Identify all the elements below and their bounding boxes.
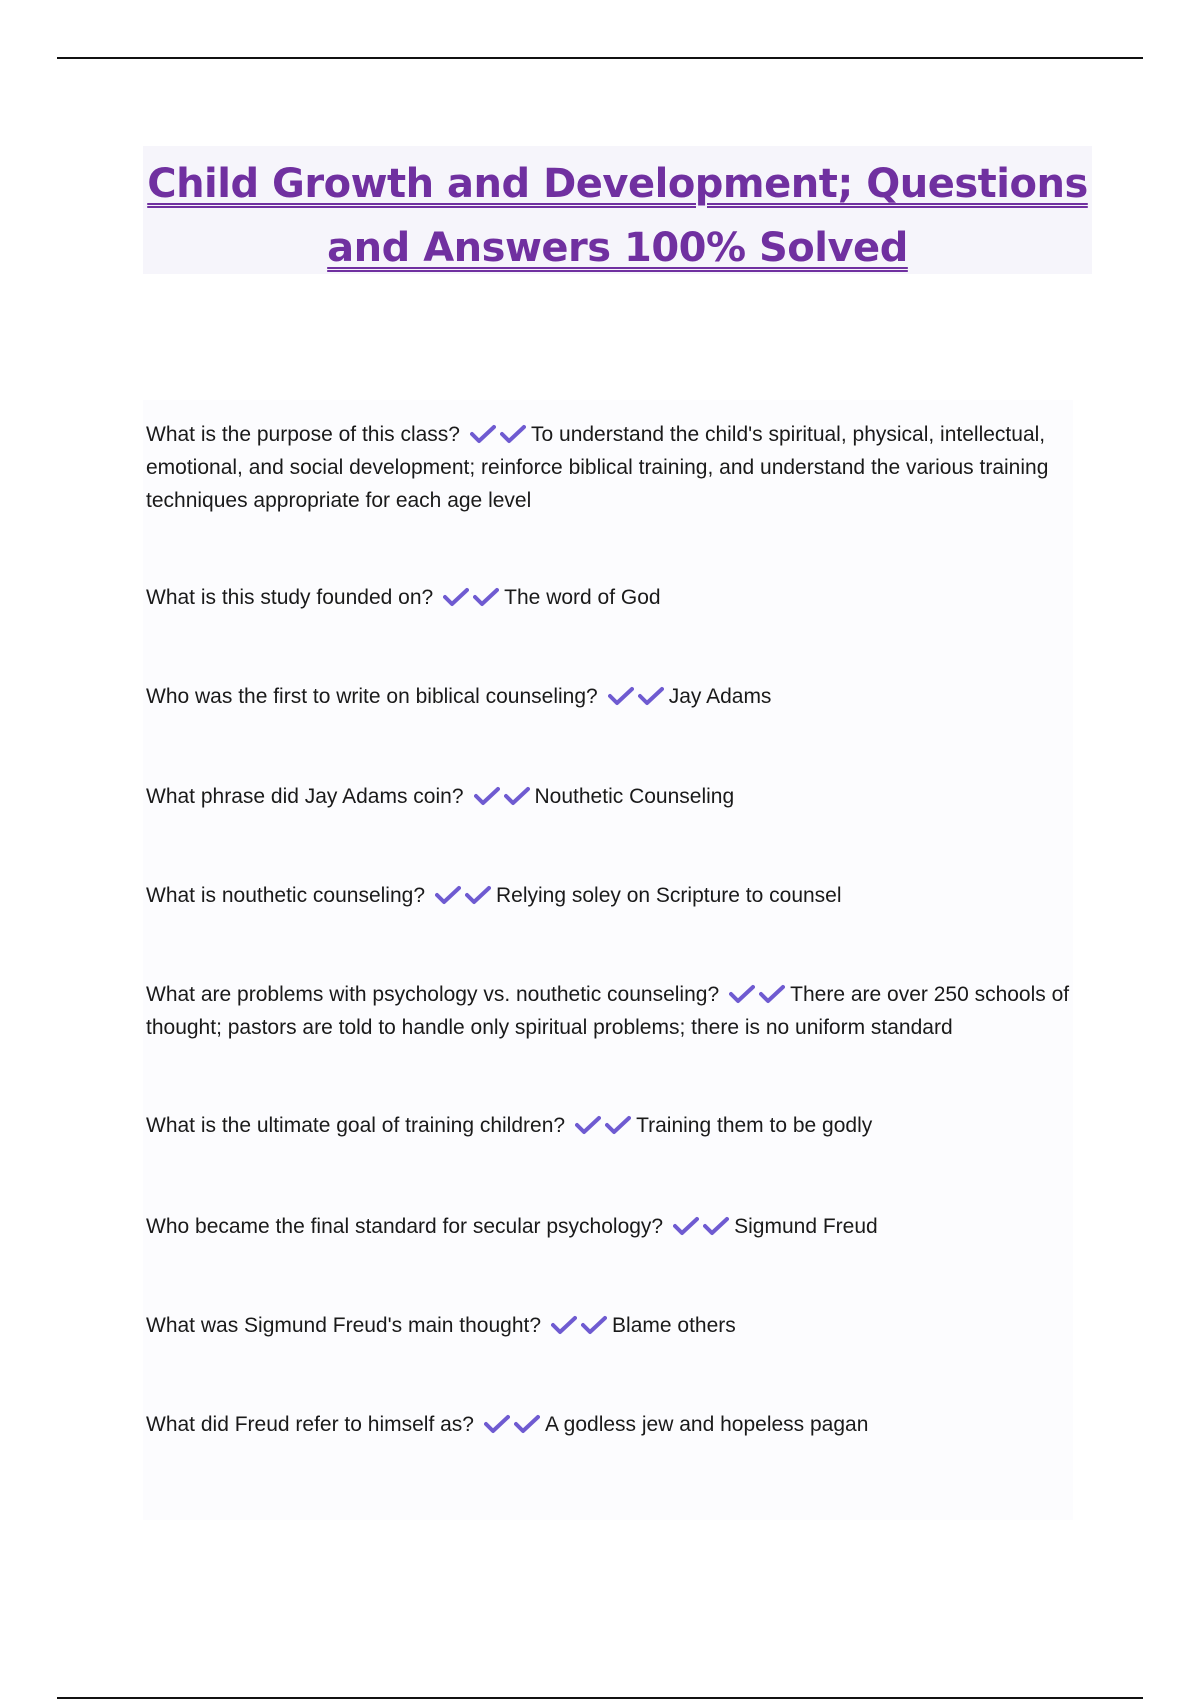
double-check (441, 581, 501, 614)
answer: To understand the child's spiritual, physical, intellectual, emotional, and social development; reinforce biblical training, and understand the various training techniques appropriate for each age level (146, 423, 1049, 512)
check-icon (474, 786, 500, 806)
question: What is this study founded on? (146, 586, 434, 609)
top-rule (57, 57, 1143, 59)
check-icon (435, 885, 461, 905)
check-icon (605, 1115, 631, 1135)
check-icon (551, 1315, 577, 1335)
double-check (606, 680, 666, 713)
answer: Blame others (612, 1314, 736, 1337)
qa-item (146, 1109, 1096, 1142)
check-icon (575, 1115, 601, 1135)
check-icon (500, 424, 526, 444)
qa-item (146, 418, 1096, 517)
question: What did Freud refer to himself as? (146, 1413, 474, 1436)
check-icon (443, 587, 469, 607)
answer: The word of God (504, 586, 661, 609)
qa-item (146, 879, 1096, 912)
check-icon (608, 686, 634, 706)
double-check (472, 780, 532, 813)
question: What is the ultimate goal of training children? (146, 1114, 566, 1137)
qa-item (146, 581, 1096, 614)
check-icon (703, 1216, 729, 1236)
content-area (143, 400, 1073, 1520)
qa-item (146, 780, 1096, 813)
question: Who was the first to write on biblical counseling? (146, 685, 598, 708)
double-check (482, 1408, 542, 1441)
qa-item (146, 978, 1096, 1044)
question: What phrase did Jay Adams coin? (146, 785, 464, 808)
question: What is the purpose of this class? (146, 423, 460, 446)
check-icon (473, 587, 499, 607)
qa-item (146, 1309, 1096, 1342)
check-icon (581, 1315, 607, 1335)
double-check (573, 1109, 633, 1142)
qa-item (146, 680, 1096, 713)
double-check (671, 1210, 731, 1243)
double-check (727, 978, 787, 1011)
document-title: Child Growth and Development; Questions and Answers 100% Solved (147, 161, 1088, 271)
answer: Training them to be godly (636, 1114, 873, 1137)
question: What is nouthetic counseling? (146, 884, 425, 907)
bottom-rule (57, 1697, 1143, 1699)
double-check (433, 879, 493, 912)
answer: Nouthetic Counseling (534, 785, 735, 808)
check-icon (673, 1216, 699, 1236)
check-icon (470, 424, 496, 444)
check-icon (514, 1414, 540, 1434)
question: What was Sigmund Freud's main thought? (146, 1314, 542, 1337)
answer: Relying soley on Scripture to counsel (496, 884, 842, 907)
answer: Sigmund Freud (734, 1215, 878, 1238)
check-icon (759, 984, 785, 1004)
check-icon (504, 786, 530, 806)
qa-item (146, 1210, 1096, 1243)
double-check (549, 1309, 609, 1342)
check-icon (729, 984, 755, 1004)
question: Who became the final standard for secular psychology? (146, 1215, 664, 1238)
check-icon (465, 885, 491, 905)
question: What are problems with psychology vs. nouthetic counseling? (146, 983, 720, 1006)
answer: Jay Adams (668, 685, 772, 708)
answer: A godless jew and hopeless pagan (544, 1413, 869, 1436)
answer: There are over 250 schools of thought; pastors are told to handle only spiritual problems; there is no uniform standard (146, 983, 1070, 1039)
check-icon (484, 1414, 510, 1434)
check-icon (638, 686, 664, 706)
qa-item (146, 1408, 1096, 1441)
title-box (143, 146, 1092, 274)
double-check (468, 418, 528, 451)
